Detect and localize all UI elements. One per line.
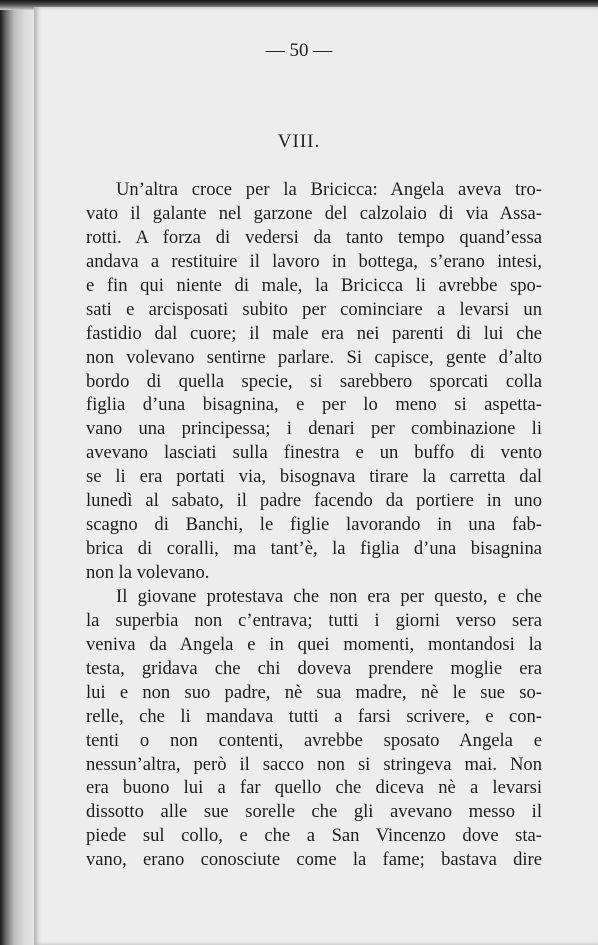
text-line: bordo di quella specie, si sarebbero sporcati colla (86, 370, 542, 392)
text-line: sati e arcisposati subito per cominciare a levarsi un (86, 298, 542, 320)
text-line: fastidio dal cuore; il male era nei parenti di lui che (86, 322, 542, 344)
text-line: veniva da Angela e in quei momenti, montandosi la (86, 633, 542, 655)
page-number: — 50 — (265, 40, 333, 61)
text-line: lui e non suo padre, nè sua madre, nè le sue so- (86, 681, 542, 703)
text-line: scagno di Banchi, le figlie lavorando in una fab- (86, 514, 542, 536)
text-line: Il giovane protestava che non era per questo, e che (116, 585, 542, 607)
text-line: tenti o non contenti, avrebbe sposato Angela e (86, 729, 542, 751)
text-line: non la volevano. (86, 562, 210, 583)
text-line: andava a restituire il lavoro in bottega, s’erano intesi, (86, 250, 542, 272)
text-line: piede sul collo, e che a San Vincenzo dove sta- (86, 825, 542, 847)
text-line: nessun’altra, però il sacco non si stringeva mai. Non (86, 753, 542, 775)
text-line: e fin qui niente di male, la Bricicca li avrebbe spo- (86, 274, 542, 296)
text-line: avevano lasciati sulla finestra e un buffo di vento (86, 442, 542, 464)
text-line: dissotto alle sue sorelle che gli avevano messo il (86, 801, 542, 823)
text-line: brica di coralli, ma tant’è, la figlia d’una bisagnina (86, 538, 542, 560)
text-line: figlia d’una bisagnina, e per lo meno si aspetta- (86, 394, 542, 416)
text-line: lunedì al sabato, il padre facendo da portiere in uno (86, 490, 542, 512)
text-line: Un’altra croce per la Bricicca: Angela aveva tro- (116, 179, 542, 200)
text-line: non volevano sentirne parlare. Si capisce, gente d’alto (86, 346, 542, 368)
text-line: vato il galante nel garzone del calzolaio di via Assa- (86, 202, 542, 224)
text-line: testa, gridava che chi doveva prendere moglie era (86, 657, 542, 679)
text-line: se li era portati via, bisognava tirare la carretta dal (86, 466, 542, 488)
body-text (86, 178, 542, 872)
text-line: relle, che li mandava tutti a farsi scrivere, e con- (86, 705, 542, 727)
text-line: era buono lui a far quello che diceva nè a levarsi (86, 777, 542, 799)
text-line: la superbia non c’entrava; tutti i giorni verso sera (86, 609, 542, 631)
chapter-heading: VIII. (277, 131, 321, 152)
text-line: vano una principessa; i denari per combinazione li (86, 418, 542, 440)
text-line: vano, erano conosciute come la fame; bastava dire (86, 849, 542, 871)
text-line: rotti. A forza di vedersi da tanto tempo quand’essa (86, 226, 542, 248)
